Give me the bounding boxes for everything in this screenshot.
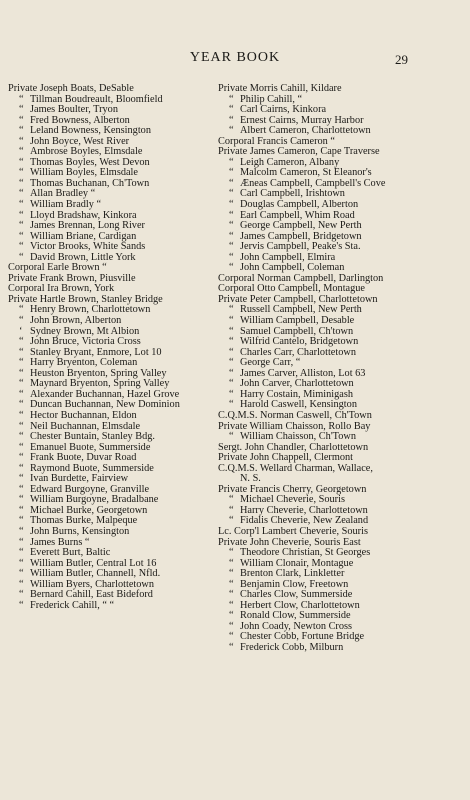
ditto-mark: “ [229, 241, 234, 253]
ditto-mark: “ [229, 125, 234, 137]
page-title: YEAR BOOK [189, 50, 281, 65]
entry-text: Corporal Otto Campbell, Montague [218, 283, 365, 295]
entry-text: William Boyles, Elmsdale [30, 167, 138, 179]
entry-text: Maynard Bryenton, Spring Valley [30, 378, 170, 390]
ditto-mark: “ [19, 494, 24, 506]
entry-text: Malcolm Cameron, St Eleanor's [240, 167, 372, 179]
entry-text: David Brown, Little York [30, 251, 136, 263]
entry-text: Tillman Boudreault, Bloomfield [30, 93, 163, 105]
roll-entry [218, 200, 452, 211]
entry-text: Ronald Clow, Summerside [240, 610, 351, 622]
ditto-mark: “ [229, 114, 234, 126]
ditto-mark: “ [229, 156, 234, 168]
ditto-mark: “ [19, 156, 24, 168]
roll-entry [218, 527, 452, 538]
page-number: 29 [395, 52, 408, 67]
entry-text: Carl Campbell, Irishtown [240, 188, 345, 200]
ditto-mark: “ [229, 568, 234, 580]
entry-text: Brenton Clark, Linkletter [240, 568, 345, 580]
ditto-mark: “ [19, 199, 24, 211]
entry-text: James Burns “ [30, 536, 90, 548]
ditto-mark: “ [19, 114, 24, 126]
ditto-mark: “ [229, 431, 234, 443]
entry-text: C.Q.M.S. Wellard Charman, Wallace, [218, 462, 373, 474]
entry-text: Douglas Campbell, Alberton [240, 199, 359, 211]
ditto-mark: “ [19, 462, 24, 474]
ditto-mark: “ [19, 304, 24, 316]
entry-text: Heuston Bryenton, Spring Valley [30, 367, 167, 379]
ditto-mark: “ [229, 578, 234, 590]
ditto-mark: “ [229, 220, 234, 232]
ditto-mark: “ [19, 409, 24, 421]
entry-text: Æneas Campbell, Campbell's Cove [240, 177, 386, 189]
entry-text: Private William Chaisson, Rollo Bay [218, 420, 371, 432]
entry-text: Corporal Norman Campbell, Darlington [218, 272, 384, 284]
ditto-mark: “ [19, 315, 24, 327]
entry-text: Albert Cameron, Charlottetown [240, 125, 371, 137]
entry-text: Thomas Buchanan, Ch'Town [30, 177, 150, 189]
entry-text: Corporal Francis Cameron “ [218, 135, 335, 147]
entry-text: Harry Bryenton, Coleman [30, 357, 138, 369]
entry-text: Lc. Corp'l Lambert Cheverie, Souris [218, 525, 368, 537]
ditto-mark: “ [229, 515, 234, 527]
entry-text: William Butler, Channell, Nfld. [30, 568, 161, 580]
ditto-mark: “ [19, 93, 24, 105]
ditto-mark: “ [19, 346, 24, 358]
ditto-mark: “ [229, 504, 234, 516]
roll-entry [218, 411, 452, 422]
entry-text: William Chaisson, Ch'Town [240, 431, 356, 443]
ditto-mark: “ [19, 378, 24, 390]
ditto-mark: “ [229, 610, 234, 622]
entry-text: William Campbell, Desable [240, 315, 355, 327]
entry-text: Private John Cheverie, Souris East [218, 536, 361, 548]
entry-text: Private Peter Campbell, Charlottetown [218, 293, 378, 305]
ditto-mark: “ [229, 336, 234, 348]
ditto-mark: “ [19, 536, 24, 548]
entry-text: Frederick Cobb, Milburn [240, 641, 344, 653]
entry-text: Henry Brown, Charlottetown [30, 304, 151, 316]
ditto-mark: “ [19, 241, 24, 253]
entry-text: William Burgoyne, Bradalbane [30, 494, 159, 506]
entry-text: Earl Campbell, Whim Road [240, 209, 355, 221]
entry-text: William Bradly “ [30, 199, 102, 211]
ditto-mark: “ [19, 167, 24, 179]
entry-text: Hector Buchannan, Eldon [30, 409, 137, 421]
entry-text: C.Q.M.S. Norman Caswell, Ch'Town [218, 409, 372, 421]
entry-text: Neil Buchannan, Elmsdale [30, 420, 141, 432]
ditto-mark: “ [229, 262, 234, 274]
ditto-mark: “ [19, 104, 24, 116]
entry-text: Ambrose Boyles, Elmsdale [30, 146, 143, 158]
ditto-mark: “ [229, 104, 234, 116]
entry-text: Edward Burgoyne, Granville [30, 483, 150, 495]
entry-text: Raymond Buote, Summerside [30, 462, 154, 474]
ditto-mark: “ [229, 357, 234, 369]
ditto-mark: “ [229, 589, 234, 601]
entry-text: Frederick Cahill, “ “ [30, 599, 115, 611]
entry-text: John Brown, Alberton [30, 315, 122, 327]
ditto-mark: “ [229, 641, 234, 653]
ditto-mark: “ [229, 346, 234, 358]
entry-text: John Bruce, Victoria Cross [30, 336, 141, 348]
entry-text: Chester Buntain, Stanley Bdg. [30, 431, 155, 443]
entry-text: John Burns, Kensington [30, 525, 130, 537]
ditto-mark: “ [19, 568, 24, 580]
ditto-mark: “ [229, 620, 234, 632]
roll-entry [8, 316, 218, 327]
ditto-mark: “ [19, 504, 24, 516]
roll-entry [8, 601, 218, 612]
entry-text: Harry Costain, Miminigash [240, 388, 353, 400]
entry-text: Bernard Cahill, East Bideford [30, 589, 153, 601]
roll-entry [8, 200, 218, 211]
entry-text: Herbert Clow, Charlottetown [240, 599, 360, 611]
entry-text: Everett Burt, Baltic [30, 547, 111, 559]
left-column [8, 84, 218, 611]
entry-text: Fidalis Cheverie, New Zealand [240, 515, 369, 527]
ditto-mark: “ [229, 557, 234, 569]
entry-text: John Boyce, West River [30, 135, 130, 147]
entry-text: John Carver, Charlottetown [240, 378, 354, 390]
ditto-mark: “ [19, 547, 24, 559]
entry-text: Carl Cairns, Kinkora [240, 104, 327, 116]
entry-text: James Carver, Alliston, Lot 63 [240, 367, 366, 379]
entry-text: Fred Bowness, Alberton [30, 114, 130, 126]
entry-text: Harold Caswell, Kensington [240, 399, 357, 411]
entry-text: Benjamin Clow, Freetown [240, 578, 349, 590]
entry-text: Ivan Burdette, Fairview [30, 473, 129, 485]
ditto-mark: “ [19, 209, 24, 221]
ditto-mark: “ [19, 589, 24, 601]
entry-text: William Clonair, Montague [240, 557, 354, 569]
ditto-mark: “ [19, 135, 24, 147]
ditto-mark: ‘ [19, 325, 23, 337]
entry-text: Charles Clow, Summerside [240, 589, 353, 601]
ditto-mark: “ [229, 199, 234, 211]
ditto-mark: “ [19, 431, 24, 443]
entry-text: Duncan Buchannan, New Dominion [30, 399, 180, 411]
entry-text: Corporal Earle Brown “ [8, 262, 107, 274]
ditto-mark: “ [229, 304, 234, 316]
ditto-mark: “ [229, 167, 234, 179]
entry-text: William Briane, Cardigan [30, 230, 137, 242]
entry-text: Private John Chappell, Clermont [218, 452, 353, 464]
ditto-mark: “ [19, 483, 24, 495]
roll-entry [8, 411, 218, 422]
entry-text: Sydney Brown, Mt Albion [30, 325, 140, 337]
entry-text: James Boulter, Tryon [30, 104, 118, 116]
entry-text: Private Frank Brown, Piusville [8, 272, 136, 284]
entry-text: Private Morris Cahill, Kildare [218, 83, 342, 94]
ditto-mark: “ [19, 251, 24, 263]
ditto-mark: “ [19, 441, 24, 453]
ditto-mark: “ [229, 367, 234, 379]
entry-text: Charles Carr, Charlottetown [240, 346, 356, 358]
entry-text: Michael Burke, Georgetown [30, 504, 148, 516]
ditto-mark: “ [229, 599, 234, 611]
roll-entry [8, 527, 218, 538]
ditto-mark: “ [19, 473, 24, 485]
entry-text: Corporal Ira Brown, York [8, 283, 115, 295]
ditto-mark: “ [19, 399, 24, 411]
ditto-mark: “ [229, 177, 234, 189]
entry-text: John Campbell, Elmira [240, 251, 336, 263]
entry-text: Leland Bowness, Kensington [30, 125, 151, 137]
entry-text: Private Francis Cherry, Georgetown [218, 483, 367, 495]
entry-text: Russell Campbell, New Perth [240, 304, 362, 316]
entry-text: Thomas Boyles, West Devon [30, 156, 150, 168]
ditto-mark: “ [19, 452, 24, 464]
entry-text: N. S. [240, 473, 261, 485]
ditto-mark: “ [19, 367, 24, 379]
ditto-mark: “ [229, 251, 234, 263]
entry-text: Victor Brooks, White Sands [30, 241, 146, 253]
entry-text: Michael Cheverie, Souris [240, 494, 345, 506]
entry-text: Lloyd Bradshaw, Kinkora [30, 209, 137, 221]
ditto-mark: “ [19, 515, 24, 527]
ditto-mark: “ [19, 557, 24, 569]
entry-text: Harry Cheverie, Charlottetown [240, 504, 368, 516]
ditto-mark: “ [229, 230, 234, 242]
entry-text: George Campbell, New Perth [240, 220, 362, 232]
ditto-mark: “ [229, 378, 234, 390]
entry-text: Samuel Campbell, Ch'town [240, 325, 354, 337]
entry-text: Chester Cobb, Fortune Bridge [240, 631, 365, 643]
ditto-mark: “ [229, 188, 234, 200]
ditto-mark: “ [19, 357, 24, 369]
roll-entry [218, 643, 452, 654]
entry-text: Sergt. John Chandler, Charlottetown [218, 441, 369, 453]
entry-text: Private James Cameron, Cape Traverse [218, 146, 380, 158]
ditto-mark: “ [229, 547, 234, 559]
entry-text: William Byers, Charlottetown [30, 578, 154, 590]
ditto-mark: “ [19, 146, 24, 158]
ditto-mark: “ [19, 188, 24, 200]
entry-text: Philip Cahill, “ [240, 93, 303, 105]
entry-text: Thomas Burke, Malpeque [30, 515, 138, 527]
entry-text: Private Hartle Brown, Stanley Bridge [8, 293, 163, 305]
roll-entry [8, 432, 218, 443]
ditto-mark: “ [19, 336, 24, 348]
ditto-mark: “ [229, 494, 234, 506]
ditto-mark: “ [229, 93, 234, 105]
entry-text: Theodore Christian, St Georges [240, 547, 371, 559]
entry-text: John Coady, Newton Cross [240, 620, 353, 632]
roll-entry [8, 84, 218, 95]
ditto-mark: “ [19, 599, 24, 611]
entry-text: James Campbell, Bridgetown [240, 230, 362, 242]
entry-text: Stanley Bryant, Enmore, Lot 10 [30, 346, 162, 358]
entry-text: Leigh Cameron, Albany [240, 156, 340, 168]
entry-text: James Brennan, Long River [30, 220, 145, 232]
entry-text: John Campbell, Coleman [240, 262, 345, 274]
ditto-mark: “ [19, 230, 24, 242]
ditto-mark: “ [19, 220, 24, 232]
entry-text: Wilfrid Cantelo, Bridgetown [240, 336, 359, 348]
ditto-mark: “ [229, 399, 234, 411]
ditto-mark: “ [229, 631, 234, 643]
entry-text: William Butler, Central Lot 16 [30, 557, 157, 569]
entry-text: Emanuel Buote, Summerside [30, 441, 151, 453]
entry-text: Alexander Buchannan, Hazel Grove [30, 388, 180, 400]
right-column [218, 84, 452, 654]
ditto-mark: “ [229, 325, 234, 337]
roll-entry [218, 432, 452, 443]
ditto-mark: “ [19, 578, 24, 590]
ditto-mark: “ [229, 315, 234, 327]
entry-text: George Carr, “ [240, 357, 301, 369]
entry-text: Private Joseph Boats, DeSable [8, 83, 134, 94]
ditto-mark: “ [229, 388, 234, 400]
entry-text: Ernest Cairns, Murray Harbor [240, 114, 364, 126]
ditto-mark: “ [229, 209, 234, 221]
ditto-mark: “ [19, 525, 24, 537]
entry-text: Jervis Campbell, Peake's Sta. [240, 241, 361, 253]
roll-entry [218, 84, 452, 95]
ditto-mark: “ [19, 177, 24, 189]
roll-entry [218, 316, 452, 327]
ditto-mark: “ [19, 125, 24, 137]
ditto-mark: “ [19, 388, 24, 400]
ditto-mark: “ [19, 420, 24, 432]
entry-text: Frank Buote, Duvar Road [30, 452, 137, 464]
entry-text: Allan Bradley “ [30, 188, 96, 200]
page-header [0, 50, 470, 70]
